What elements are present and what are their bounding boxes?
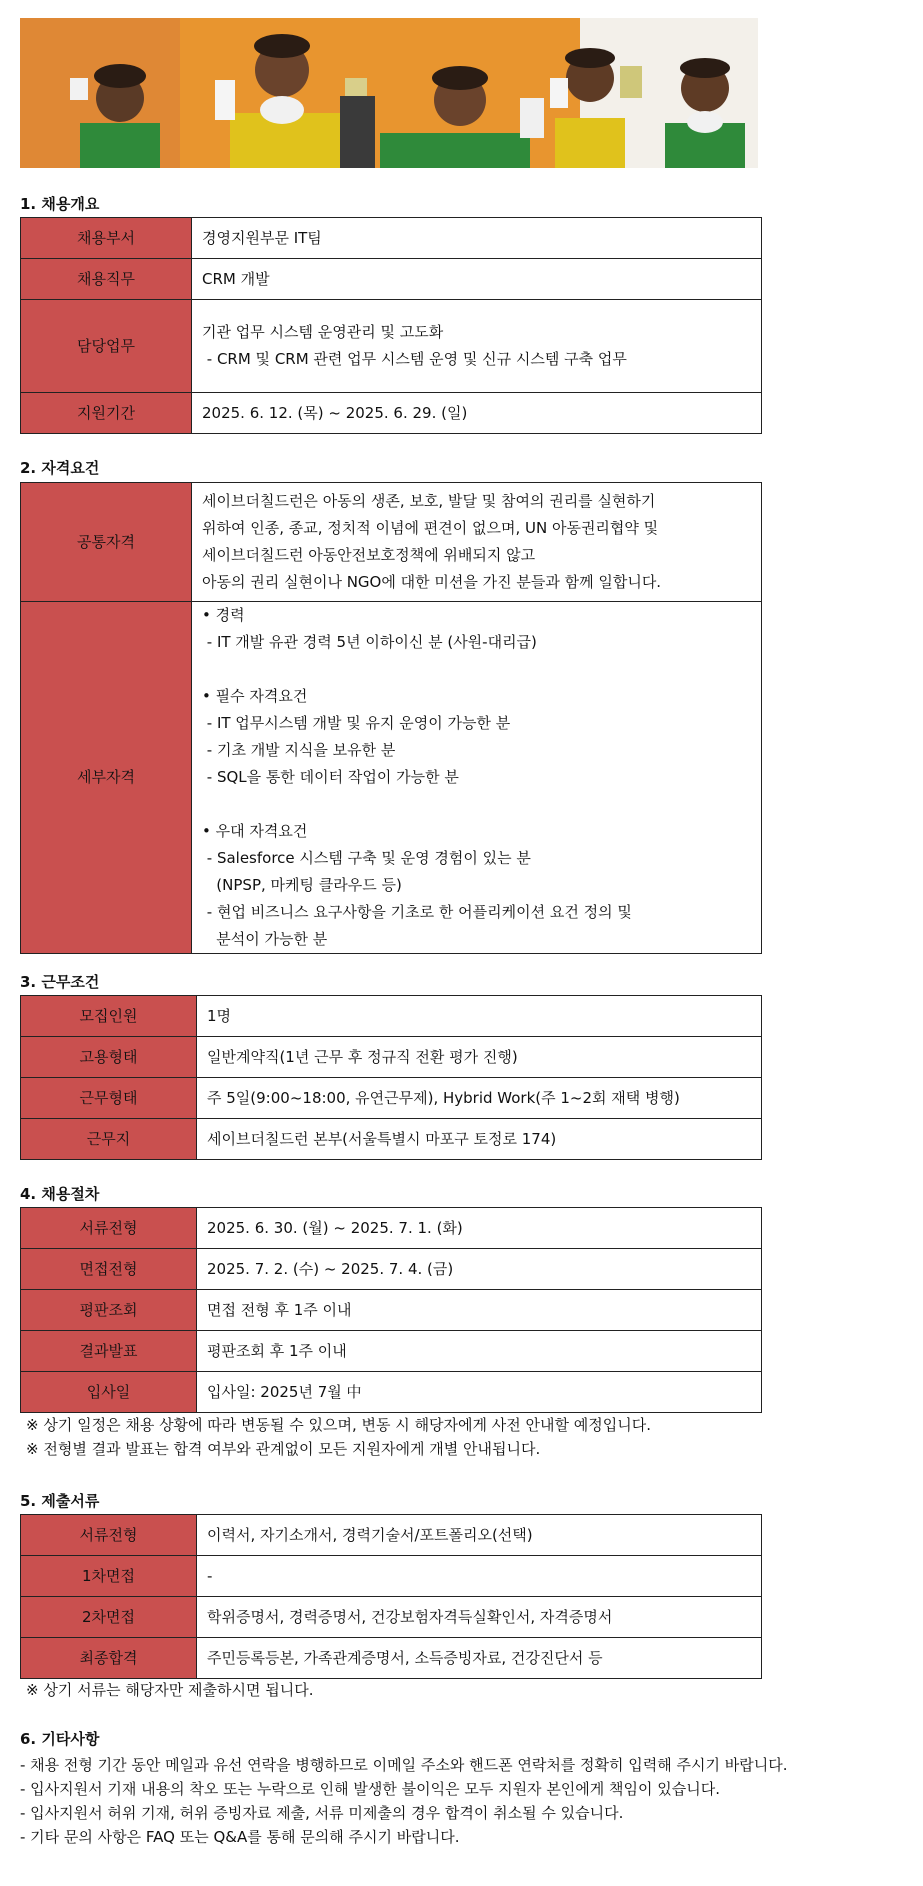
table-row [21,602,762,954]
row-label: 서류전형 [21,1515,197,1556]
conditions-table [20,995,762,1160]
table-row [21,300,762,393]
row-label: 서류전형 [21,1208,197,1249]
table-row [21,1331,762,1372]
section-title-overview: 1. 채용개요 [20,195,100,213]
table-row [21,483,762,602]
process-table [20,1207,762,1413]
row-label: 모집인원 [21,996,197,1037]
row-value: 2025. 6. 12. (목) ~ 2025. 6. 29. (일) [192,393,762,434]
table-row [21,393,762,434]
detail-line: - 기초 개발 지식을 보유한 분 [202,741,396,759]
table-row [21,1037,762,1078]
row-value: 1명 [197,996,762,1037]
row-value: 2025. 6. 30. (월) ~ 2025. 7. 1. (화) [197,1208,762,1249]
row-label: 최종합격 [21,1638,197,1679]
row-value [192,483,762,602]
row-label: 지원기간 [21,393,192,434]
row-value: 2025. 7. 2. (수) ~ 2025. 7. 4. (금) [197,1249,762,1290]
table-row [21,259,762,300]
documents-table [20,1514,762,1679]
detail-line [202,656,755,683]
table-row [21,1208,762,1249]
detail-line: 분석이 가능한 분 [202,930,328,948]
section-title-qualifications: 2. 자격요건 [20,459,100,477]
row-value: 일반계약직(1년 근무 후 정규직 전환 평가 진행) [197,1037,762,1078]
table-row [21,1638,762,1679]
row-label: 평판조회 [21,1290,197,1331]
detail-line [202,791,755,818]
table-row [21,218,762,259]
row-label: 2차면접 [21,1597,197,1638]
banner-photo [20,18,758,168]
section-title-process: 4. 채용절차 [20,1185,100,1203]
row-value: CRM 개발 [192,259,762,300]
section-title-conditions: 3. 근무조건 [20,973,100,991]
row-value: 입사일: 2025년 7월 中 [197,1372,762,1413]
row-label: 입사일 [21,1372,197,1413]
row-label: 1차면접 [21,1556,197,1597]
row-value: 주민등록등본, 가족관계증명서, 소득증빙자료, 건강진단서 등 [197,1638,762,1679]
row-value: 이력서, 자기소개서, 경력기술서/포트폴리오(선택) [197,1515,762,1556]
misc-line: - 채용 전형 기간 동안 메일과 유선 연락을 병행하므로 이메일 주소와 핸드폰 연락처를 정확히 입력해 주시기 바랍니다. [20,1756,788,1774]
misc-list [20,1753,788,1849]
section-title-misc: 6. 기타사항 [20,1730,100,1748]
row-value [192,602,762,954]
note-line: ※ 전형별 결과 발표는 합격 여부와 관계없이 모든 지원자에게 개별 안내됩니다. [26,1440,541,1458]
row-label: 세부자격 [21,602,192,954]
section-title-documents: 5. 제출서류 [20,1492,100,1510]
common-line: 세이브더칠드런은 아동의 생존, 보호, 발달 및 참여의 권리를 실현하기 [202,492,656,510]
row-value: - [197,1556,762,1597]
row-label: 면접전형 [21,1249,197,1290]
row-value: 평판조회 후 1주 이내 [197,1331,762,1372]
misc-line: - 기타 문의 사항은 FAQ 또는 Q&A를 통해 문의해 주시기 바랍니다. [20,1828,460,1846]
detail-line: (NPSP, 마케팅 클라우드 등) [202,876,402,894]
table-row [21,1597,762,1638]
overview-table [20,217,762,434]
detail-line: - 현업 비즈니스 요구사항을 기초로 한 어플리케이션 요건 정의 및 [202,903,632,921]
table-row [21,1249,762,1290]
row-value: 경영지원부문 IT팀 [192,218,762,259]
detail-line: - Salesforce 시스템 구축 및 운영 경험이 있는 분 [202,849,531,867]
row-label: 담당업무 [21,300,192,393]
misc-line: - 입사지원서 허위 기재, 허위 증빙자료 제출, 서류 미제출의 경우 합격이 취소될 수 있습니다. [20,1804,624,1822]
row-label: 채용직무 [21,259,192,300]
row-label: 고용형태 [21,1037,197,1078]
table-row [21,1515,762,1556]
row-label: 공통자격 [21,483,192,602]
duty-line: 기관 업무 시스템 운영관리 및 고도화 [202,323,444,341]
common-line: 세이브더칠드런 아동안전보호정책에 위배되지 않고 [202,546,536,564]
table-row [21,1556,762,1597]
table-row [21,1119,762,1160]
table-row [21,996,762,1037]
documents-note: ※ 상기 서류는 해당자만 제출하시면 됩니다. [26,1681,314,1699]
row-value: 면접 전형 후 1주 이내 [197,1290,762,1331]
row-label: 채용부서 [21,218,192,259]
row-label: 근무형태 [21,1078,197,1119]
row-value: 세이브더칠드런 본부(서울특별시 마포구 토정로 174) [197,1119,762,1160]
detail-line: - IT 업무시스템 개발 및 유지 운영이 가능한 분 [202,714,511,732]
table-row [21,1290,762,1331]
detail-line: - IT 개발 유관 경력 5년 이하이신 분 (사원-대리급) [202,633,537,651]
misc-line: - 입사지원서 기재 내용의 착오 또는 누락으로 인해 발생한 불이익은 모두 지원자 본인에게 책임이 있습니다. [20,1780,721,1798]
detail-line: • 필수 자격요건 [202,687,308,705]
row-value [192,300,762,393]
row-label: 근무지 [21,1119,197,1160]
duty-line: - CRM 및 CRM 관련 업무 시스템 운영 및 신규 시스템 구축 업무 [202,350,627,368]
table-row [21,1078,762,1119]
row-value: 주 5일(9:00~18:00, 유연근무제), Hybrid Work(주 1~2회 재택 병행) [197,1078,762,1119]
detail-line: • 경력 [202,606,245,624]
row-label: 결과발표 [21,1331,197,1372]
note-line: ※ 상기 일정은 채용 상황에 따라 변동될 수 있으며, 변동 시 해당자에게 사전 안내할 예정입니다. [26,1416,651,1434]
detail-line: • 우대 자격요건 [202,822,308,840]
common-line: 아동의 권리 실현이나 NGO에 대한 미션을 가진 분들과 함께 일합니다. [202,573,662,591]
row-value: 학위증명서, 경력증명서, 건강보험자격득실확인서, 자격증명서 [197,1597,762,1638]
qualifications-table [20,482,762,954]
table-row [21,1372,762,1413]
process-notes [26,1413,651,1461]
common-line: 위하여 인종, 종교, 정치적 이념에 편견이 없으며, UN 아동권리협약 및 [202,519,659,537]
detail-line: - SQL을 통한 데이터 작업이 가능한 분 [202,768,459,786]
